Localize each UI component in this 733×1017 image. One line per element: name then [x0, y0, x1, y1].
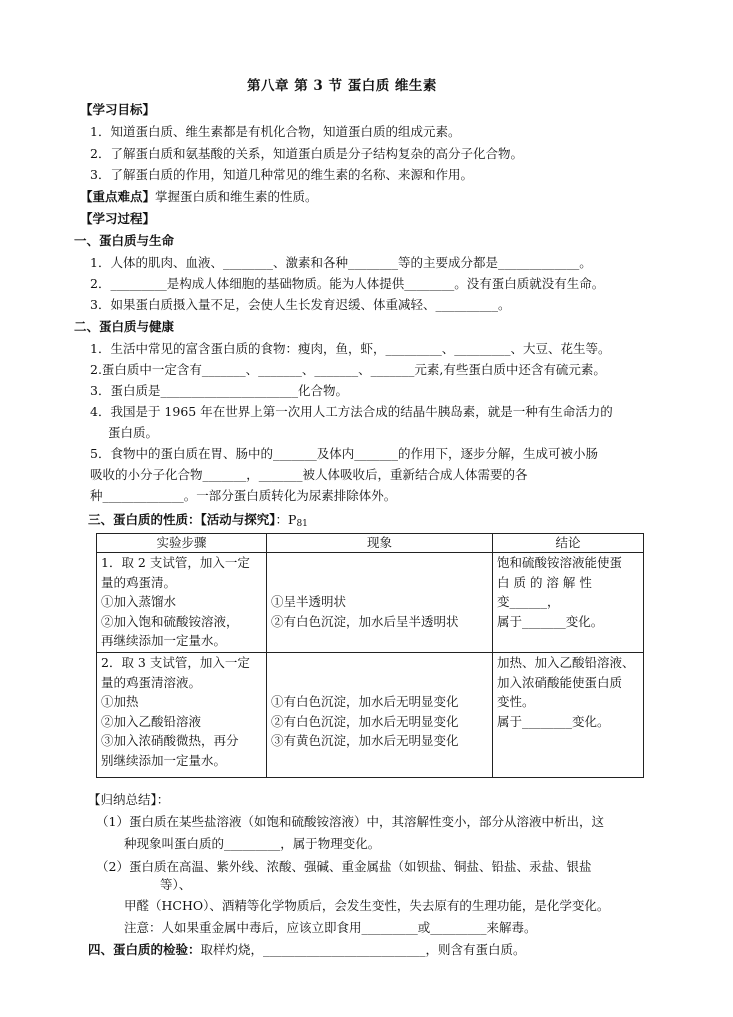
section-2-item: 吸收的小分子化合物_______，_______被人体吸收后，重新结合成人体需要的各 [90, 467, 528, 482]
cell-line: ①加入蒸馏水 [101, 594, 177, 609]
steps-cell [97, 553, 267, 653]
page-reference-number: 81 [296, 519, 308, 529]
section-1-item: 3．如果蛋白质摄入量不足，会使人生长发育迟缓、体重减轻、__________。 [90, 297, 511, 312]
experiment-table [96, 533, 644, 778]
cell-line: 1．取 2 支试管，加入一定 [101, 555, 250, 570]
summary-item: （1）蛋白质在某些盐溶液（如饱和硫酸铵溶液）中，其溶解性变小，部分从溶液中析出，这 [96, 814, 604, 829]
summary-item: 注意：人如果重金属中毒后，应该立即食用_________或_________来解毒。 [124, 920, 537, 935]
steps-cell [97, 653, 267, 778]
section-4 [88, 942, 526, 958]
objective-item: 3．了解蛋白质的作用，知道几种常见的维生素的名称、来源和作用。 [90, 167, 473, 182]
table-header-row [97, 534, 644, 553]
conclusion-cell [493, 653, 644, 778]
cell-line: 属于_______变化。 [497, 613, 604, 629]
section-2-item: 2.蛋白质中一定含有_______、_______、_______、_______元素,有些蛋白质中还含有硫元素。 [90, 362, 606, 377]
cell-line [271, 573, 488, 593]
page-title: 第八章 第 3 节 蛋白质 维生素 [247, 78, 437, 94]
cell-line: 2．取 3 支试管，加入一定 [101, 655, 250, 670]
cell-line: 变______， [497, 594, 560, 609]
summary-item: 种现象叫蛋白质的_________，属于物理变化。 [124, 836, 381, 851]
section-3-heading [88, 512, 308, 532]
section-2-item: 4．我国是于 1965 年在世界上第一次用人工方法合成的结晶牛胰岛素，就是一种有生命活力的 [90, 404, 613, 419]
section-2-item: 1．生活中常见的富含蛋白质的食物：瘦肉，鱼，虾，_________、_________、大豆、花生等。 [90, 341, 611, 356]
cell-line: ②有白色沉淀，加水后无明显变化 [271, 713, 459, 729]
header-steps: 实验步骤 [97, 534, 267, 553]
cell-line: ①有白色沉淀，加水后无明显变化 [271, 694, 459, 709]
objective-item: 1．知道蛋白质、维生素都是有机化合物，知道蛋白质的组成元素。 [90, 124, 461, 139]
section-4-text: 取样灼烧，__________________________，则含有蛋白质。 [200, 942, 526, 957]
summary-item: 甲醛（HCHO）、酒精等化学物质后，会发生变性，失去原有的生理功能，是化学变化。 [124, 898, 610, 913]
table-row [97, 653, 644, 778]
section-1-item: 2．_________是构成人体细胞的基础物质。能为人体提供________。没有蛋白质就没有生命。 [90, 276, 605, 291]
cell-line: 属于________变化。 [497, 713, 610, 729]
summary-item: （2）蛋白质在高温、紫外线、浓酸、强碱、重金属盐（如钡盐、铜盐、铅盐、汞盐、银盐 [96, 859, 592, 874]
cell-line [271, 653, 488, 673]
objective-item: 2．了解蛋白质和氨基酸的关系，知道蛋白质是分子结构复杂的高分子化合物。 [90, 146, 523, 161]
cell-line: 再继续添加一定量水。 [101, 633, 227, 648]
summary-item: 等）、 [160, 877, 192, 892]
section-2-item: 蛋白质。 [108, 425, 159, 440]
cell-line: 量的鸡蛋清。 [101, 574, 177, 590]
key-points-label: 【重点难点】 [80, 189, 156, 204]
section-4-heading: 四、蛋白质的检验： [88, 942, 201, 957]
cell-line: 加热、加入乙酸铅溶液、 [497, 655, 635, 670]
cell-line: ②有白色沉淀，加水后呈半透明状 [271, 613, 459, 629]
section-2-item: 种_____________。一部分蛋白质转化为尿素排除体外。 [90, 488, 397, 503]
section-3-title: 三、蛋白质的性质： [88, 512, 201, 527]
page-reference: ：P [275, 512, 297, 527]
cell-line: ①加热 [101, 694, 139, 709]
header-phenomena: 现象 [267, 534, 493, 553]
cell-line: 饱和硫酸铵溶液能使蛋 [497, 555, 623, 570]
header-conclusion: 结论 [493, 534, 644, 553]
key-points-text: 掌握蛋白质和维生素的性质。 [155, 189, 318, 204]
cell-line: ③加入浓硝酸微热，再分 [101, 733, 239, 748]
summary-heading: 【归纳总结】： [88, 792, 170, 807]
cell-line: 白 质 的 溶 解 性 [497, 574, 592, 590]
section-1-item: 1．人体的肌肉、血液、________、激素和各种________等的主要成分都是_____________。 [90, 255, 592, 270]
cell-line: ②加入饱和硫酸铵溶液， [101, 613, 239, 629]
cell-line: 加入浓硝酸能使蛋白质 [497, 674, 623, 690]
cell-line: 别继续添加一定量水。 [101, 752, 227, 768]
phenomena-cell [267, 553, 493, 653]
section-1-heading: 一、蛋白质与生命 [74, 233, 175, 248]
process-heading: 【学习过程】 [80, 211, 156, 226]
cell-line: ②加入乙酸铅溶液 [101, 713, 202, 729]
activity-label: 【活动与探究】 [200, 512, 276, 527]
cell-line: ①呈半透明状 [271, 594, 347, 609]
conclusion-cell [493, 553, 644, 653]
key-points [80, 189, 318, 205]
section-2-item: 5．食物中的蛋白质在胃、肠中的_______及体内_______的作用下，逐步分解，生成可被小肠 [90, 446, 598, 461]
section-2-item: 3．蛋白质是______________________化合物。 [90, 383, 348, 398]
cell-line: 量的鸡蛋清溶液。 [101, 674, 202, 690]
cell-line: ③有黄色沉淀，加水后无明显变化 [271, 733, 459, 748]
cell-line: 变性。 [497, 694, 535, 709]
table-row [97, 553, 644, 653]
objectives-heading: 【学习目标】 [80, 102, 156, 117]
section-2-heading: 二、蛋白质与健康 [74, 319, 175, 334]
cell-line [271, 673, 488, 693]
cell-line [271, 553, 488, 573]
phenomena-cell [267, 653, 493, 778]
